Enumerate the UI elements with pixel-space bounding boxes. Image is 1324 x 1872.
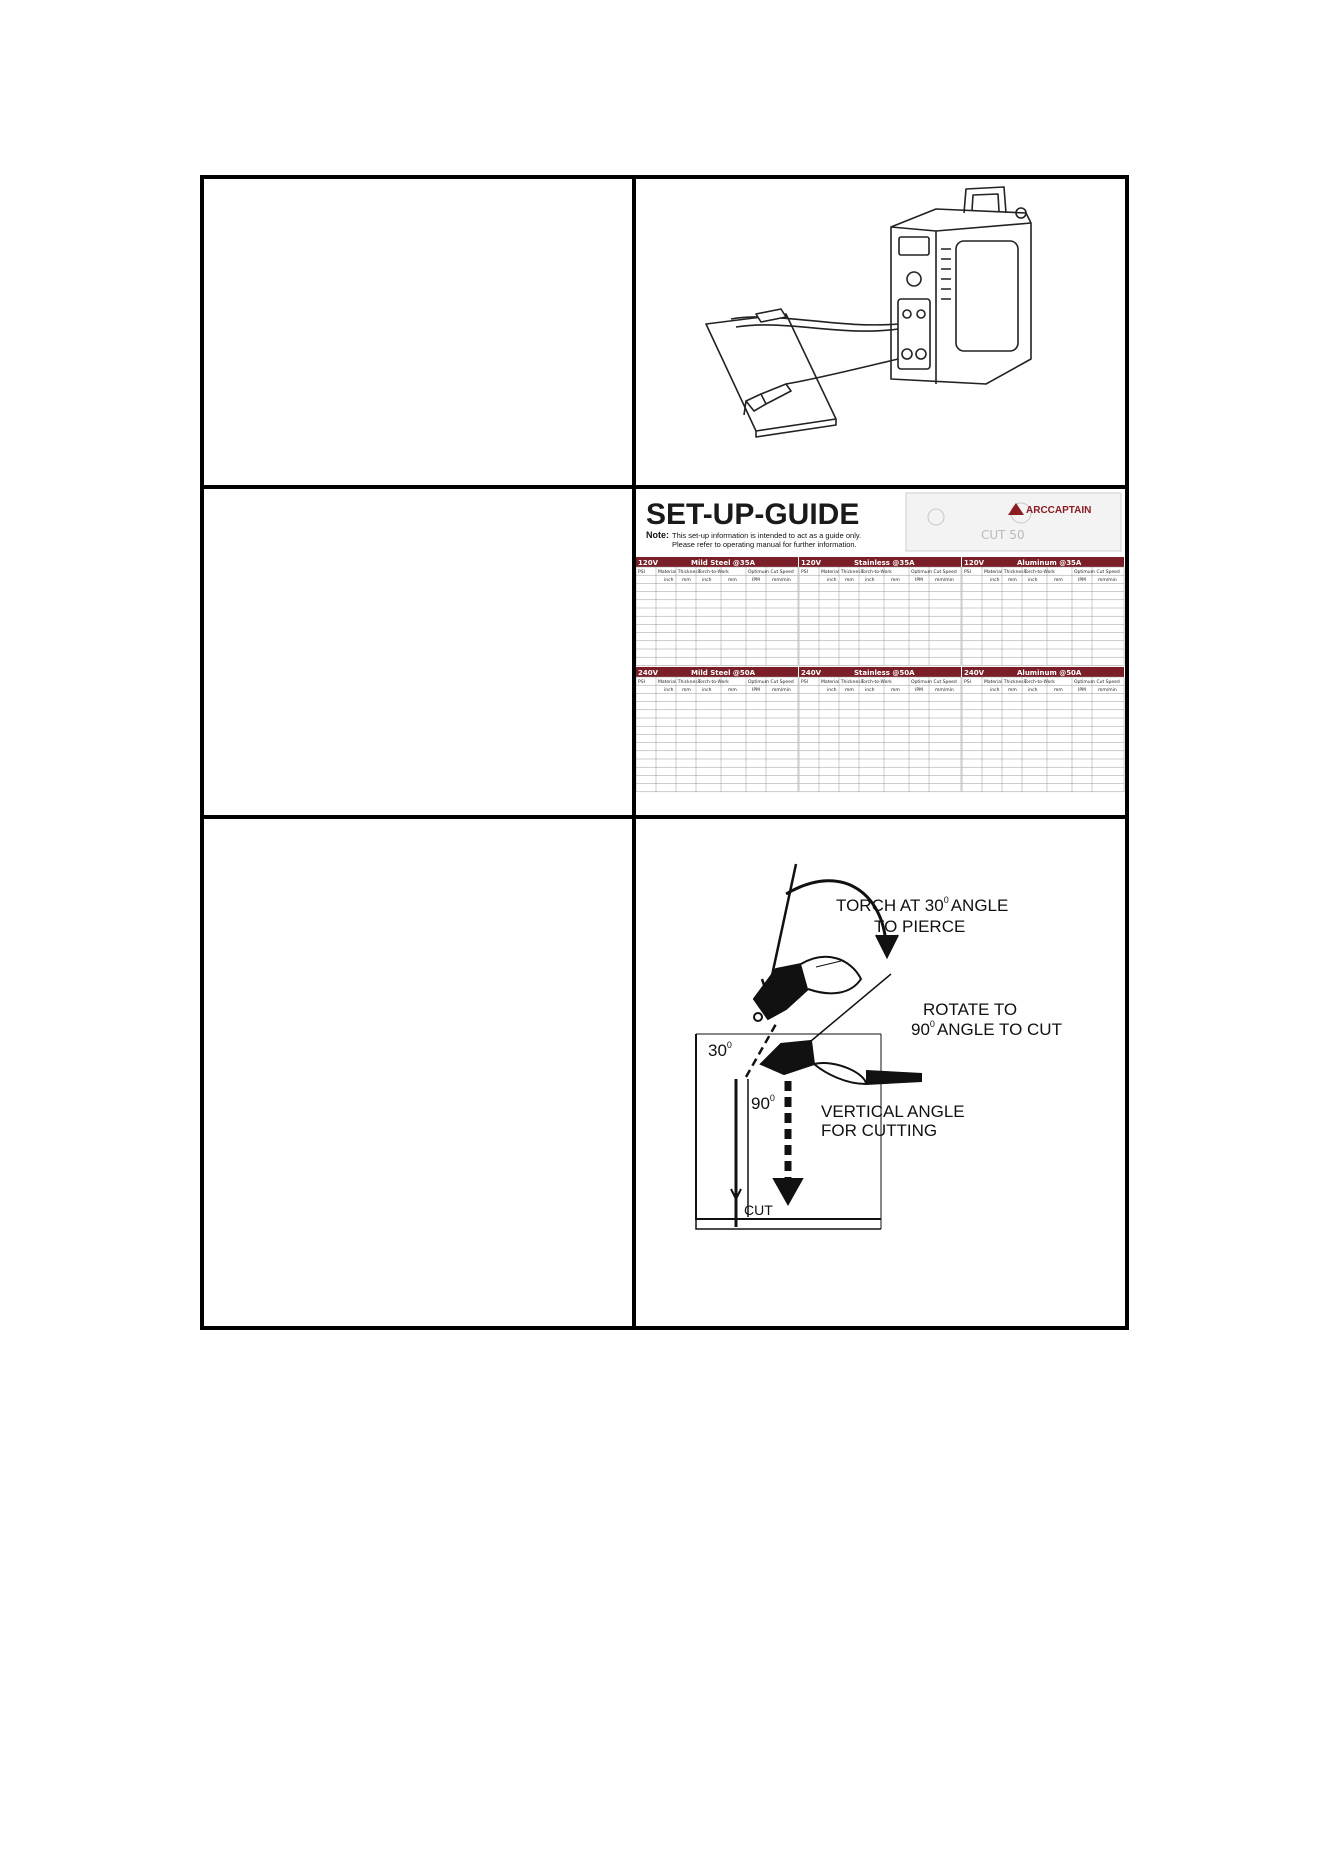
table-subheader: inch [990, 688, 1000, 693]
table-subheader: mm/min [772, 688, 791, 693]
table-subheader: inch [827, 688, 837, 693]
note-line-1: This set-up information is intended to act as a guide only. [672, 531, 862, 540]
table-header: PSI [638, 570, 645, 575]
text-cell-1 [204, 179, 632, 485]
section-material: Stainless @35A [854, 559, 915, 567]
pierce-label-line1: TORCH AT $30^0$ ANGLE [836, 895, 1009, 915]
section-material: Mild Steel @50A [691, 669, 756, 677]
section-voltage: 120V [801, 559, 822, 567]
machine-illustration-cell [636, 179, 1125, 485]
text-cell-3 [204, 819, 632, 1326]
section-material: Mild Steel @35A [691, 559, 756, 567]
section-material: Aluminum @50A [1017, 669, 1082, 677]
table-header: Optimum Cut Speed [1074, 570, 1120, 575]
table-header: Torch-to-Work [698, 570, 729, 575]
section-voltage: 240V [638, 669, 659, 677]
table-subheader: mm/min [1098, 578, 1117, 583]
table-header: Material Thickness [658, 570, 700, 575]
table-subheader: inch [1028, 688, 1038, 693]
table-header: Torch-to-Work [698, 680, 729, 685]
table-header: Material Thickness [821, 570, 863, 575]
table-subheader: mm [891, 688, 900, 693]
table-subheader: mm [682, 578, 691, 583]
table-header: Torch-to-Work [861, 570, 892, 575]
document-table [200, 175, 1129, 1330]
table-header: PSI [964, 570, 971, 575]
section-material: Aluminum @35A [1017, 559, 1082, 567]
table-subheader: inch [664, 688, 674, 693]
section-material: Stainless @50A [854, 669, 915, 677]
note-label: Note: [646, 530, 669, 540]
table-header: Optimum Cut Speed [748, 680, 794, 685]
table-subheader: mm [728, 688, 737, 693]
table-header: PSI [638, 680, 645, 685]
table-header: Material Thickness [984, 680, 1026, 685]
table-subheader: mm [1008, 578, 1017, 583]
section-voltage: 120V [964, 559, 985, 567]
table-header: Optimum Cut Speed [911, 680, 957, 685]
set-up-guide-chart [636, 489, 1125, 815]
table-subheader: inch [827, 578, 837, 583]
cut-label: CUT [744, 1202, 773, 1218]
table-subheader: mm [1054, 578, 1063, 583]
table-subheader: inch [702, 578, 712, 583]
section-voltage: 240V [801, 669, 822, 677]
set-up-guide-graphic [636, 489, 1125, 815]
table-header: Material Thickness [821, 680, 863, 685]
table-subheader: mm [1008, 688, 1017, 693]
setup-guide-title: SET-UP-GUIDE [646, 498, 860, 531]
table-header: Optimum Cut Speed [911, 570, 957, 575]
table-subheader: IPM [1078, 688, 1086, 693]
angle-30-label: $30^0$ [708, 1040, 732, 1060]
note-line-2: Please refer to operating manual for further information. [672, 540, 857, 549]
table-header: PSI [801, 570, 808, 575]
section-voltage: 120V [638, 559, 659, 567]
table-subheader: inch [1028, 578, 1038, 583]
table-subheader: IPM [1078, 578, 1086, 583]
table-header: Material Thickness [658, 680, 700, 685]
table-subheader: IPM [752, 578, 760, 583]
torch-angle-diagram-cell [636, 819, 1125, 1326]
table-subheader: inch [865, 578, 875, 583]
table-subheader: mm/min [772, 578, 791, 583]
table-subheader: mm [891, 578, 900, 583]
table-subheader: mm/min [935, 688, 954, 693]
section-voltage: 240V [964, 669, 985, 677]
rotate-label-line1: ROTATE TO [923, 1000, 1018, 1019]
table-subheader: mm [845, 578, 854, 583]
table-subheader: inch [702, 688, 712, 693]
table-subheader: inch [664, 578, 674, 583]
table-header: Material Thickness [984, 570, 1026, 575]
table-header: Torch-to-Work [1024, 680, 1055, 685]
table-header: Optimum Cut Speed [748, 570, 794, 575]
table-subheader: mm [682, 688, 691, 693]
torch-angle-diagram [636, 819, 1125, 1326]
table-subheader: IPM [915, 688, 923, 693]
table-subheader: inch [865, 688, 875, 693]
table-subheader: IPM [915, 578, 923, 583]
table-subheader: inch [990, 578, 1000, 583]
pierce-label-line2: TO PIERCE [874, 917, 966, 936]
table-header: Optimum Cut Speed [1074, 680, 1120, 685]
table-subheader: IPM [752, 688, 760, 693]
model-watermark: CUT 50 [981, 528, 1025, 542]
brand-name: ARCCAPTAIN [1026, 505, 1092, 516]
table-header: PSI [801, 680, 808, 685]
table-subheader: mm/min [1098, 688, 1117, 693]
rotate-label-line2: $90^0$ ANGLE TO CUT [911, 1019, 1062, 1039]
angle-90-label: $90^0$ [751, 1093, 775, 1113]
table-header: PSI [964, 680, 971, 685]
vertical-label-line2: FOR CUTTING [821, 1121, 938, 1140]
vertical-label-line1: VERTICAL ANGLE [821, 1102, 965, 1121]
table-subheader: mm [1054, 688, 1063, 693]
table-header: Torch-to-Work [1024, 570, 1055, 575]
table-header: Torch-to-Work [861, 680, 892, 685]
table-subheader: mm/min [935, 578, 954, 583]
table-subheader: mm [728, 578, 737, 583]
plasma-cutter-machine-illustration [636, 179, 1125, 485]
table-subheader: mm [845, 688, 854, 693]
text-cell-2 [204, 489, 632, 815]
